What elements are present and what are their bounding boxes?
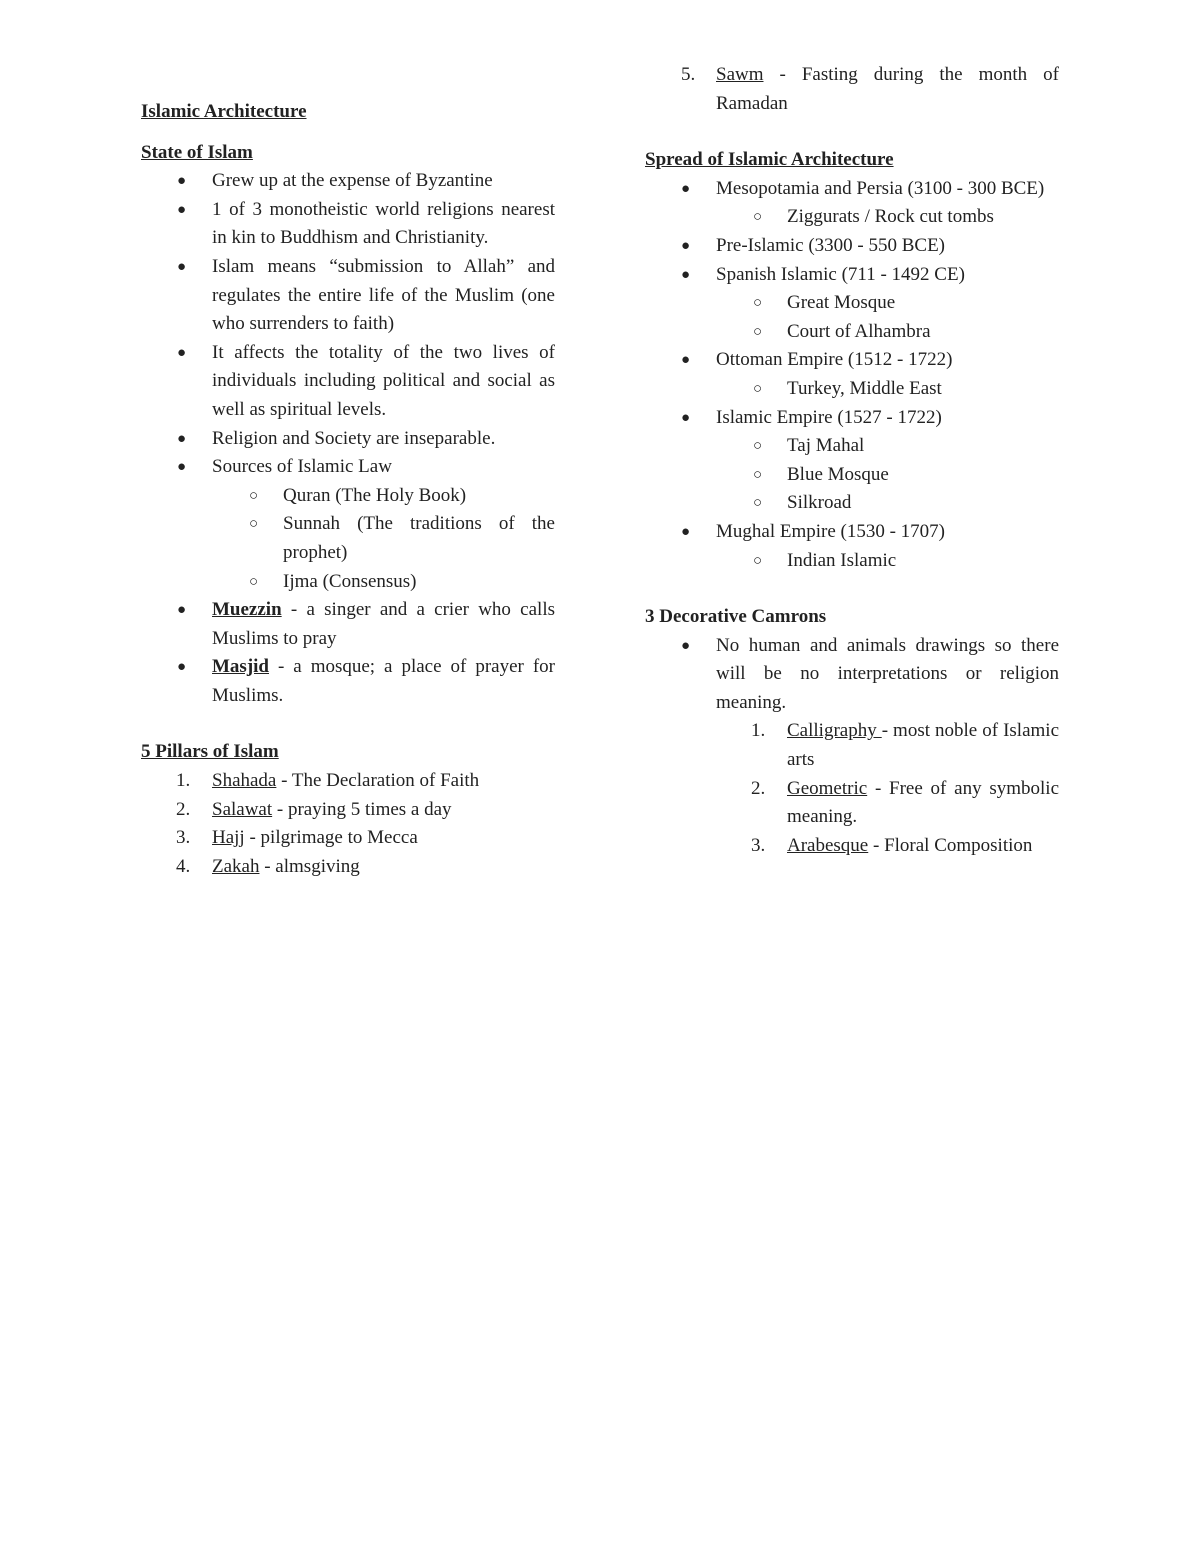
pillars-list-continued [645, 61, 1059, 118]
hollow-bullet-icon: ○ [753, 323, 763, 340]
list-item: ● Sources of Islamic Law ○ Quran (The Holy Book) ○ Sunnah (The traditions of the prophet) ○ Ijma (Consensus) [141, 453, 555, 596]
list-item: ○ Indian Islamic [716, 547, 1059, 576]
bullet-icon: ● [681, 266, 691, 283]
list-item: ● No human and animals drawings so there will be no interpretations or religion meaning. 1. Calligraphy - most noble of Islamic arts 2. Geometric - Free of any symbolic meaning. 3. Arabesque - Floral Composition [645, 632, 1059, 861]
list-item: ● Muezzin - a singer and a crier who calls Muslims to pray [141, 596, 555, 653]
list-item: ● Ottoman Empire (1512 - 1722) ○ Turkey, Middle East [645, 346, 1059, 403]
list-item: ● Grew up at the expense of Byzantine [141, 167, 555, 196]
list-item: ● It affects the totality of the two lives of individuals including political and social as well as spiritual levels. [141, 339, 555, 425]
spread-heading: Spread of Islamic Architecture [645, 149, 894, 171]
list-item: ○ Taj Mahal [716, 432, 1059, 461]
bullet-icon: ● [681, 637, 691, 654]
list-item: ○ Turkey, Middle East [716, 375, 1059, 404]
left-column [141, 98, 555, 881]
list-item: ● Religion and Society are inseparable. [141, 425, 555, 454]
bullet-icon: ● [177, 258, 187, 275]
list-item: 5. Sawm - Fasting during the month of Ramadan [681, 64, 1059, 114]
state-of-islam-list [141, 167, 555, 710]
bullet-icon: ● [681, 180, 691, 197]
bullet-icon: ● [177, 459, 187, 476]
list-item: 2. Geometric - Free of any symbolic meaning. [751, 777, 1059, 828]
hollow-bullet-icon: ○ [249, 516, 259, 533]
list-item: ○ Quran (The Holy Book) [212, 482, 555, 511]
list-item: ○ Sunnah (The traditions of the prophet) [212, 510, 555, 567]
hollow-bullet-icon: ○ [753, 209, 763, 226]
document-title: Islamic Architecture [141, 101, 307, 122]
state-of-islam-heading: State of Islam [141, 141, 253, 163]
hollow-bullet-icon: ○ [753, 438, 763, 455]
bullet-icon: ● [177, 173, 187, 190]
bullet-icon: ● [681, 237, 691, 254]
hollow-bullet-icon: ○ [249, 573, 259, 590]
hollow-bullet-icon: ○ [753, 466, 763, 483]
list-item: ● Pre-Islamic (3300 - 550 BCE) [645, 232, 1059, 261]
bullet-icon: ● [681, 409, 691, 426]
hollow-bullet-icon: ○ [249, 487, 259, 504]
hollow-bullet-icon: ○ [753, 495, 763, 512]
list-item: ○ Silkroad [716, 489, 1059, 518]
pillars-list [141, 767, 555, 881]
bullet-icon: ● [177, 430, 187, 447]
term-masjid: Masjid [212, 656, 269, 678]
pillars-heading: 5 Pillars of Islam [141, 741, 279, 763]
bullet-icon: ● [681, 523, 691, 540]
list-item: ● Islamic Empire (1527 - 1722) ○ Taj Mahal ○ Blue Mosque ○ Silkroad [645, 404, 1059, 518]
term-muezzin: Muezzin [212, 599, 282, 621]
list-item: 3. Arabesque - Floral Composition [751, 834, 1033, 856]
list-item: ● Spanish Islamic (711 - 1492 CE) ○ Great Mosque ○ Court of Alhambra [645, 261, 1059, 347]
list-item: ● Islam means “submission to Allah” and regulates the entire life of the Muslim (one who surrenders to faith) [141, 253, 555, 339]
right-column [645, 61, 1059, 860]
list-item: ○ Court of Alhambra [716, 318, 1059, 347]
list-item: ○ Ziggurats / Rock cut tombs [716, 203, 1059, 232]
bullet-icon: ● [177, 602, 187, 619]
bullet-icon: ● [177, 201, 187, 218]
decorative-heading: 3 Decorative Camrons [645, 606, 827, 628]
list-item: 3. Hajj - pilgrimage to Mecca [176, 827, 418, 849]
list-item: ● Mughal Empire (1530 - 1707) ○ Indian Islamic [645, 518, 1059, 575]
bullet-icon: ● [681, 352, 691, 369]
bullet-icon: ● [177, 659, 187, 676]
bullet-icon: ● [177, 344, 187, 361]
hollow-bullet-icon: ○ [753, 295, 763, 312]
sources-list [212, 482, 555, 596]
list-item: ● 1 of 3 monotheistic world religions nearest in kin to Buddhism and Christianity. [141, 196, 555, 253]
list-item: ○ Blue Mosque [716, 461, 1059, 490]
hollow-bullet-icon: ○ [753, 380, 763, 397]
spread-list [645, 175, 1059, 575]
decorative-list [645, 632, 1059, 861]
hollow-bullet-icon: ○ [753, 552, 763, 569]
list-item: ● Masjid - a mosque; a place of prayer for Muslims. [141, 653, 555, 710]
list-item: 1. Calligraphy - most noble of Islamic arts [751, 720, 1059, 771]
list-item: ○ Ijma (Consensus) [212, 568, 555, 597]
list-item: 2. Salawat - praying 5 times a day [176, 798, 452, 820]
list-item: ● Mesopotamia and Persia (3100 - 300 BCE) ○ Ziggurats / Rock cut tombs [645, 175, 1059, 232]
list-item: 4. Zakah - almsgiving [176, 855, 360, 877]
list-item: 1. Shahada - The Declaration of Faith [176, 770, 480, 792]
list-item: ○ Great Mosque [716, 289, 1059, 318]
